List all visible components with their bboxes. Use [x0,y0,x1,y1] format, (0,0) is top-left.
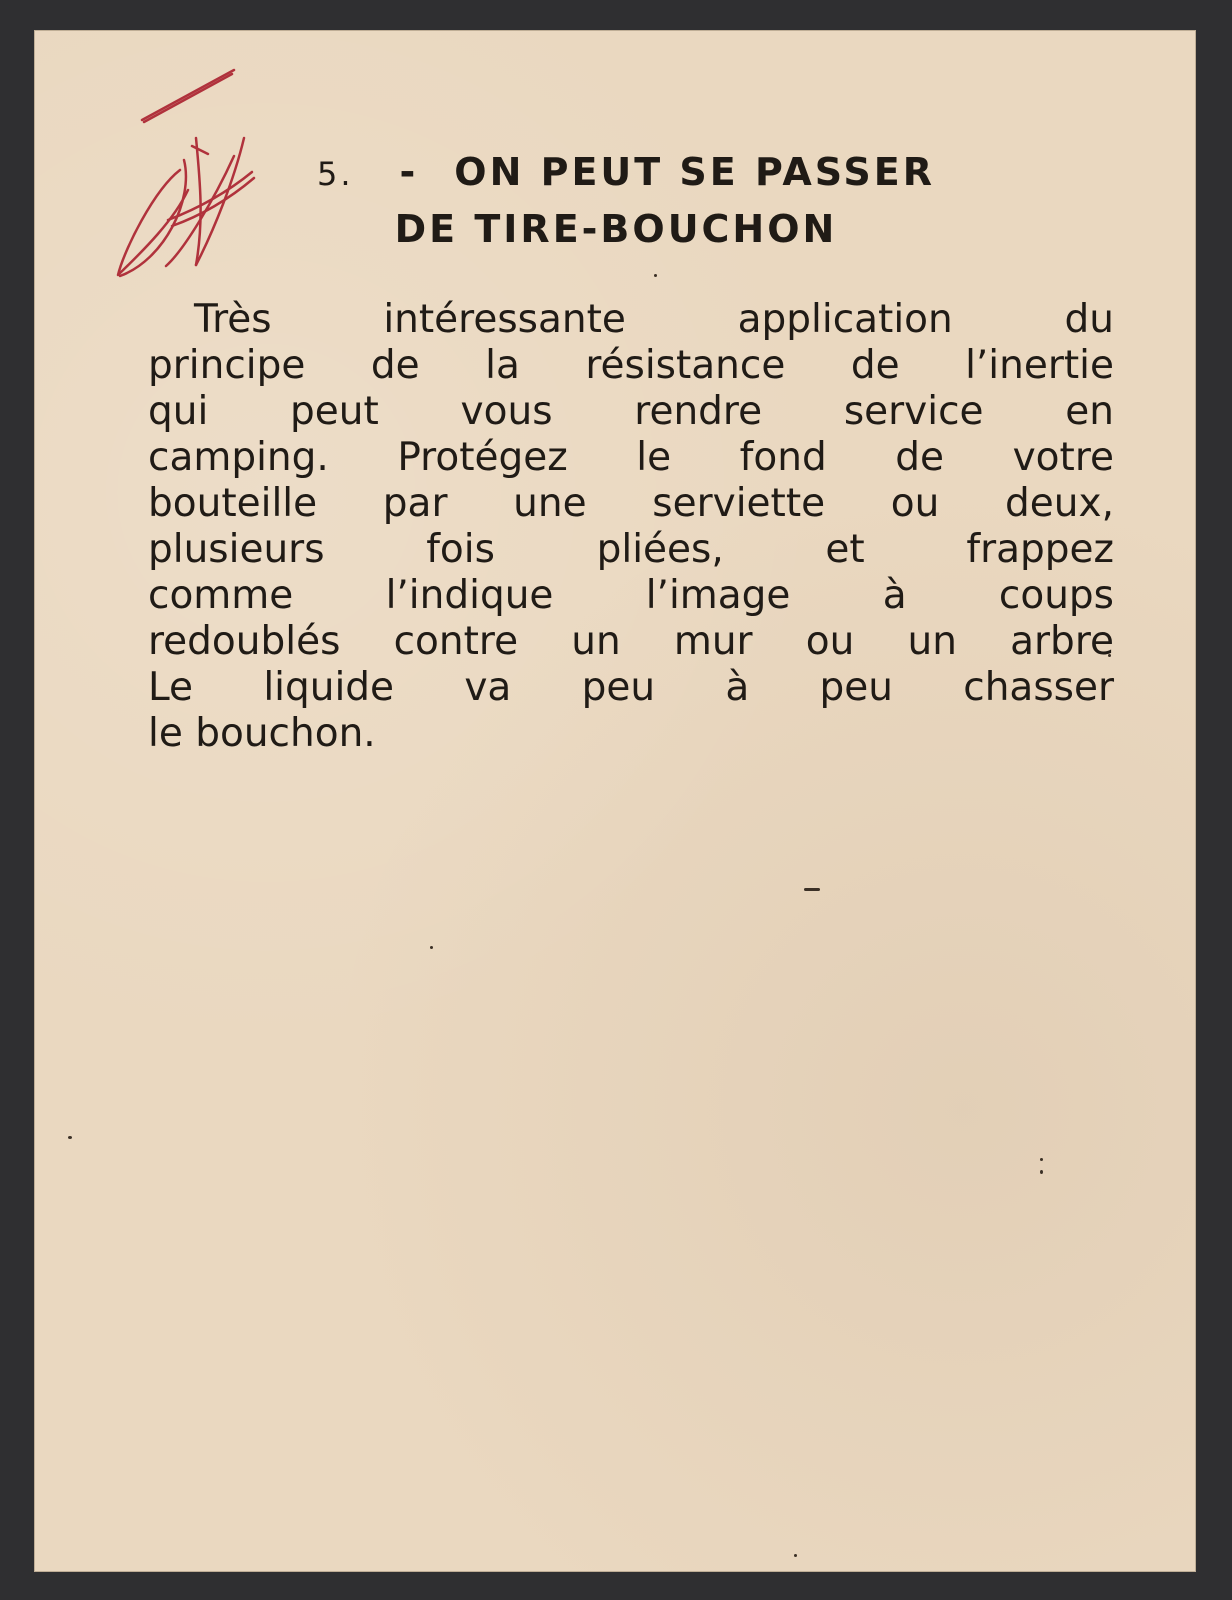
paper-speck [1040,1158,1043,1161]
paper-speck [1040,1170,1043,1174]
body-line: camping. Protégez le fond de votre [148,435,1114,480]
paper-speck [794,1554,797,1557]
paper-speck [430,946,433,949]
card [34,30,1196,1572]
body-line: plusieurs fois pliées, et frappez [148,527,1114,572]
card-number: 5. [316,155,354,193]
body-line: redoublés contre un mur ou un arbre [148,619,1114,664]
body-line: Le liquide va peu à peu chasser [148,665,1114,710]
body-line: le bouchon. [148,711,376,756]
card-title-line-2: DE TIRE-BOUCHON [394,207,838,251]
title-line-1: ON PEUT SE PASSER [454,150,936,194]
body-line: Très intéressante application du [194,297,1114,342]
body-line: principe de la résistance de l’inertie [148,343,1114,388]
body-line: bouteille par une serviette ou deux, [148,481,1114,526]
title-dash: - [399,150,419,194]
body-line: comme l’indique l’image à coups [148,573,1114,618]
paper-speck [804,888,820,891]
card-title [0,143,1232,203]
paper-speck [68,1136,72,1139]
body-line: qui peut vous rendre service en [148,389,1114,434]
paper-speck [654,274,657,277]
card-body-text [148,297,1114,757]
